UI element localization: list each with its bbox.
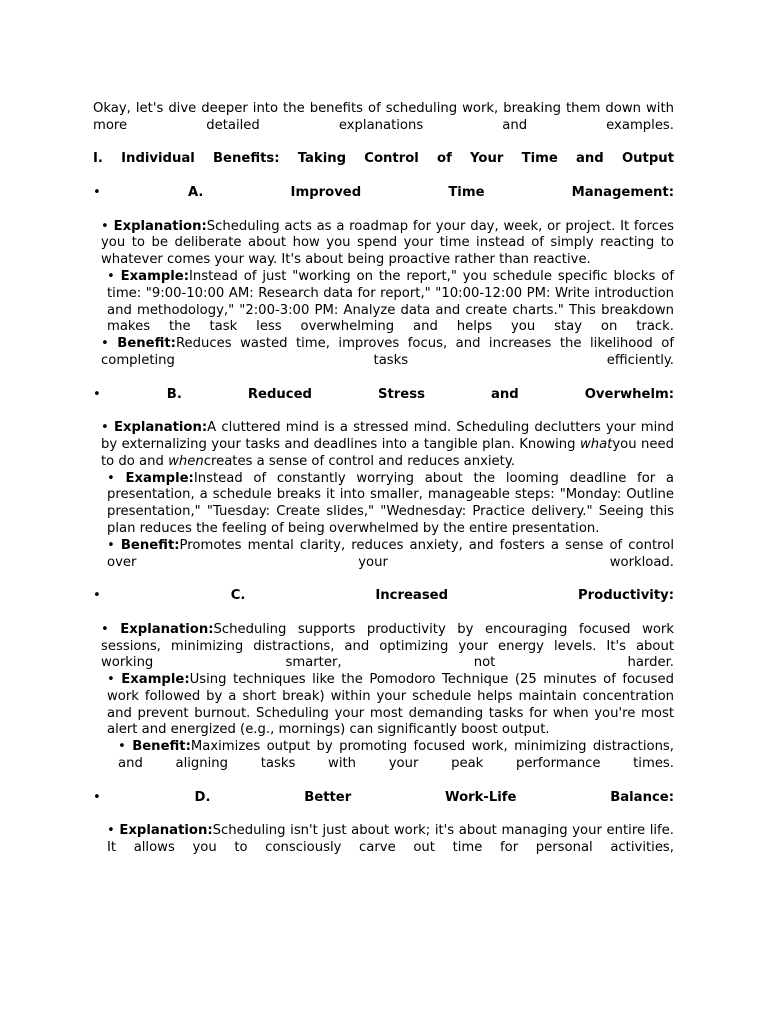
example-label: Example:: [125, 470, 194, 486]
explanation-text: you need to do and: [101, 436, 674, 469]
explanation-label: Explanation:: [113, 420, 208, 436]
sub-bullet-icon: •: [101, 420, 109, 436]
point-title-c: [93, 588, 674, 605]
spacer: [93, 571, 674, 588]
benefit-label: Benefit:: [132, 739, 191, 755]
bullet-icon: •: [93, 588, 101, 604]
sub-bullet-icon: •: [107, 672, 115, 688]
bullet-icon: •: [93, 386, 101, 402]
example-paragraph: [93, 269, 674, 336]
explanation-label: Explanation:: [119, 823, 213, 839]
point-title-b: [93, 387, 674, 404]
explanation-paragraph: [93, 219, 674, 269]
example-text: Instead of constantly worrying about the looming deadline for a presentation, a schedule breaks it into smaller, manageable steps: "Monday: Outline presentation," "Tuesday: Create slides," "Wednesday: Practice delivery." Seeing this plan reduces the feeling of being overwhelmed by the entire presentation.: [107, 470, 674, 536]
explanation-text: A cluttered mind is a stressed mind. Scheduling declutters your mind by externalizing your tasks and deadlines into a tangible plan. Knowing: [101, 420, 675, 452]
bullet-icon: •: [93, 184, 101, 200]
explanation-paragraph: [93, 622, 674, 672]
sub-bullet-icon: •: [107, 268, 115, 284]
spacer: [93, 773, 674, 790]
example-paragraph: [93, 672, 674, 739]
point-title-a: [93, 185, 674, 202]
explanation-paragraph: [93, 420, 674, 470]
spacer: [93, 806, 674, 823]
benefit-paragraph: [93, 538, 674, 572]
explanation-text: Scheduling supports productivity by encouraging focused work sessions, minimizing distractions, and optimizing your energy levels. It's about working smarter, not harder.: [101, 621, 674, 671]
example-text: Instead of just "working on the report," you schedule specific blocks of time: "9:00-10:00 AM: Research data for report," "10:00-12:00 PM: Write introduction and methodology," "2:00-3:00 PM: Analyze data and create charts." This breakdown makes the task less overwhelming and helps you stay on track.: [107, 268, 674, 335]
sub-bullet-icon: •: [107, 823, 115, 839]
bullet-icon: •: [93, 789, 101, 805]
example-text: Using techniques like the Pomodoro Technique (25 minutes of focused work followed by a short break) within your schedule helps maintain concentration and prevent burnout. Scheduling your most demanding tasks for when you're most alert and energized (e.g., mornings) can significantly boost output.: [107, 672, 674, 738]
sub-bullet-icon: •: [101, 336, 109, 352]
explanation-paragraph: [93, 823, 674, 857]
point-title-text: D. Better Work-Life Balance:: [194, 789, 674, 805]
emphasis-what: what: [579, 436, 613, 452]
sub-bullet-icon: •: [101, 218, 109, 234]
benefit-paragraph: [93, 336, 674, 370]
spacer: [93, 202, 674, 219]
intro-paragraph: Okay, let's dive deeper into the benefits of scheduling work, breaking them down with more detailed explanations and examples.: [93, 101, 674, 133]
spacer: [93, 370, 674, 387]
spacer: [93, 403, 674, 420]
explanation-text: Scheduling acts as a roadmap for your day, week, or project. It forces you to be deliberate about how you spend your time instead of simply reacting to whatever comes your way. It's about being proactive rather than reactive.: [101, 218, 674, 268]
sub-bullet-icon: •: [118, 739, 126, 755]
spacer: [93, 168, 674, 185]
section-heading: I. Individual Benefits: Taking Control of Your Time and Output: [93, 151, 674, 167]
benefit-text: Promotes mental clarity, reduces anxiety, and fosters a sense of control over your workload.: [107, 537, 674, 570]
explanation-text: creates a sense of control and reduces anxiety.: [203, 453, 515, 469]
benefit-paragraph: [93, 739, 674, 773]
sub-bullet-icon: •: [107, 537, 115, 553]
explanation-label: Explanation:: [113, 218, 207, 234]
point-title-text: B. Reduced Stress and Overwhelm:: [166, 386, 674, 402]
emphasis-when: when: [168, 453, 204, 469]
benefit-label: Benefit:: [120, 537, 180, 553]
example-label: Example:: [121, 672, 190, 688]
example-label: Example:: [120, 268, 190, 284]
example-paragraph: [93, 471, 674, 538]
sub-bullet-icon: •: [107, 470, 115, 486]
sub-bullet-icon: •: [101, 621, 109, 637]
explanation-text: Scheduling isn't just about work; it's about managing your entire life. It allows you to consciously carve out time for personal activities,: [107, 823, 674, 856]
benefit-label: Benefit:: [117, 336, 176, 352]
point-title-text: A. Improved Time Management:: [187, 184, 675, 200]
document-page: [93, 101, 674, 857]
benefit-text: Maximizes output by promoting focused work, minimizing distractions, and aligning tasks with your peak performance times.: [118, 739, 674, 772]
spacer: [93, 605, 674, 622]
spacer: [93, 135, 674, 152]
benefit-text: Reduces wasted time, improves focus, and increases the likelihood of completing tasks efficiently.: [101, 336, 674, 368]
point-title-text: C. Increased Productivity:: [230, 588, 674, 604]
explanation-label: Explanation:: [120, 621, 214, 637]
point-title-d: [93, 790, 674, 807]
